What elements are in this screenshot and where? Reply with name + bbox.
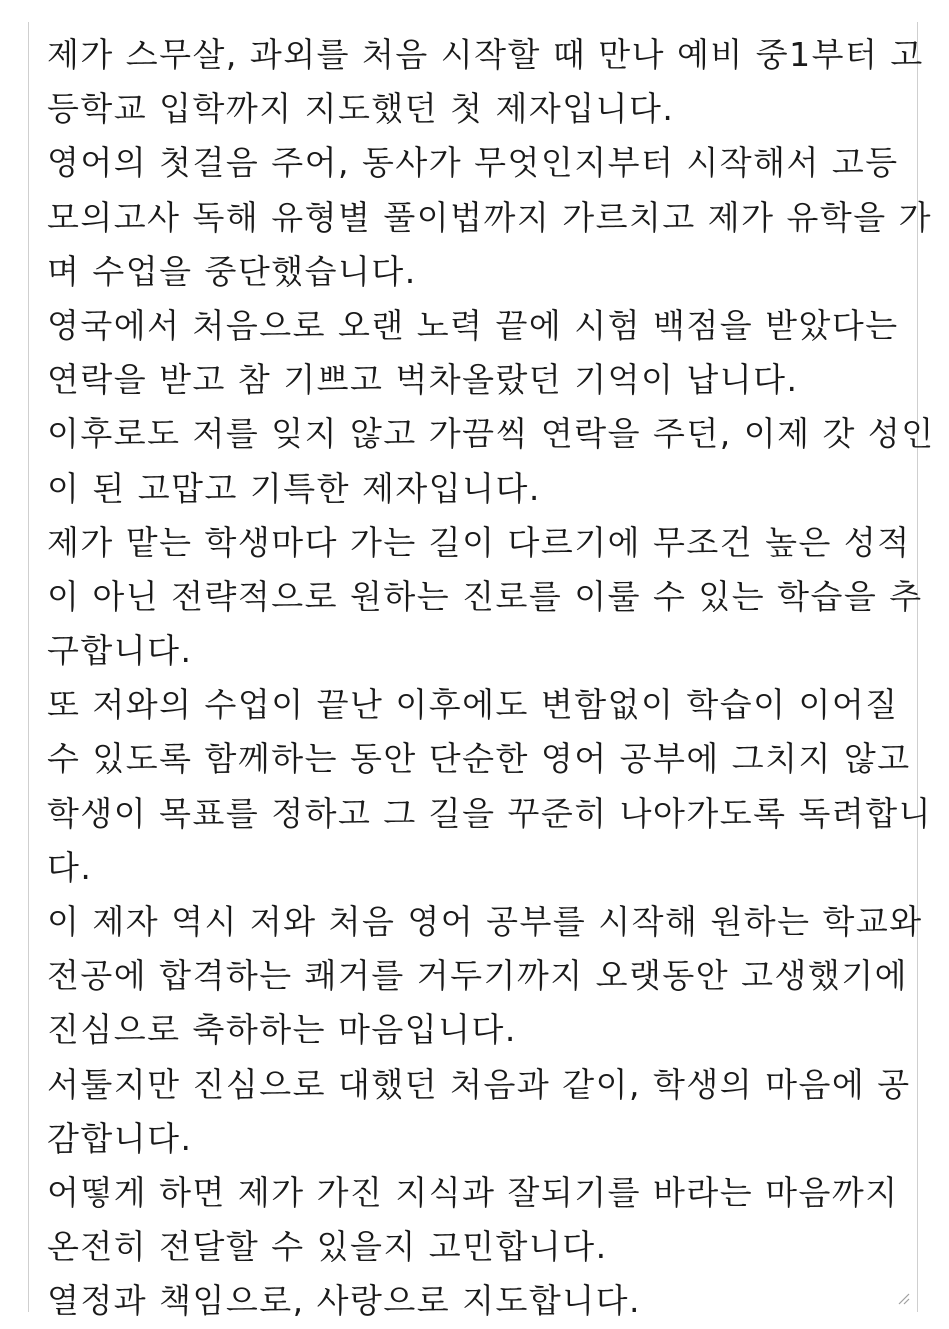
text-line: 열정과 책임으로, 사랑으로 지도합니다.: [47, 1281, 641, 1321]
text-line: 전공에 합격하는 쾌거를 거두기까지 오랫동안 고생했기에: [47, 956, 909, 996]
resize-grip-icon: [895, 1290, 911, 1306]
text-line: 제가 스무살, 과외를 처음 시작할 때 만나 예비 중1부터 고: [47, 35, 924, 74]
text-line: 다.: [47, 847, 93, 887]
text-line: 영어의 첫걸음 주어, 동사가 무엇인지부터 시작해서 고등: [47, 143, 899, 183]
letter-body: [47, 28, 935, 1329]
text-line: 감합니다.: [47, 1118, 193, 1158]
text-line: 또 저와의 수업이 끝난 이후에도 변함없이 학습이 이어질: [47, 685, 899, 725]
text-line: 이 된 고맙고 기특한 제자입니다.: [47, 468, 541, 508]
text-line: 이 아닌 전략적으로 원하는 진로를 이룰 수 있는 학습을 추: [47, 576, 923, 616]
text-line: 서툴지만 진심으로 대했던 처음과 같이, 학생의 마음에 공: [47, 1064, 911, 1104]
text-line: 이 제자 역시 저와 처음 영어 공부를 시작해 원하는 학교와: [47, 902, 923, 941]
text-line: 영국에서 처음으로 오랜 노력 끝에 시험 백점을 받았다는: [47, 305, 899, 345]
text-line: 제가 맡는 학생마다 가는 길이 다르기에 무조건 높은 성적: [47, 522, 911, 562]
text-line: 연락을 받고 참 기쁘고 벅차올랐던 기억이 납니다.: [47, 360, 799, 400]
text-line: 어떻게 하면 제가 가진 지식과 잘되기를 바라는 마음까지: [47, 1172, 899, 1212]
text-line: 며 수업을 중단했습니다.: [47, 251, 417, 291]
text-line: 등학교 입학까지 지도했던 첫 제자입니다.: [47, 89, 675, 129]
resize-grip-icon[interactable]: [895, 1290, 911, 1306]
text-line: 진심으로 축하하는 마음입니다.: [47, 1010, 517, 1050]
text-line: 모의고사 독해 유형별 풀이법까지 가르치고 제가 유학을 가: [47, 197, 932, 237]
text-line: 수 있도록 함께하는 동안 단순한 영어 공부에 그치지 않고: [47, 739, 911, 779]
text-line: 구합니다.: [47, 631, 193, 671]
text-line: 이후로도 저를 잊지 않고 가끔씩 연락을 주던, 이제 갓 성인: [47, 414, 935, 454]
text-line: 학생이 목표를 정하고 그 길을 꾸준히 나아가도록 독려합니: [47, 793, 932, 833]
text-line: 온전히 전달할 수 있을지 고민합니다.: [47, 1227, 608, 1267]
